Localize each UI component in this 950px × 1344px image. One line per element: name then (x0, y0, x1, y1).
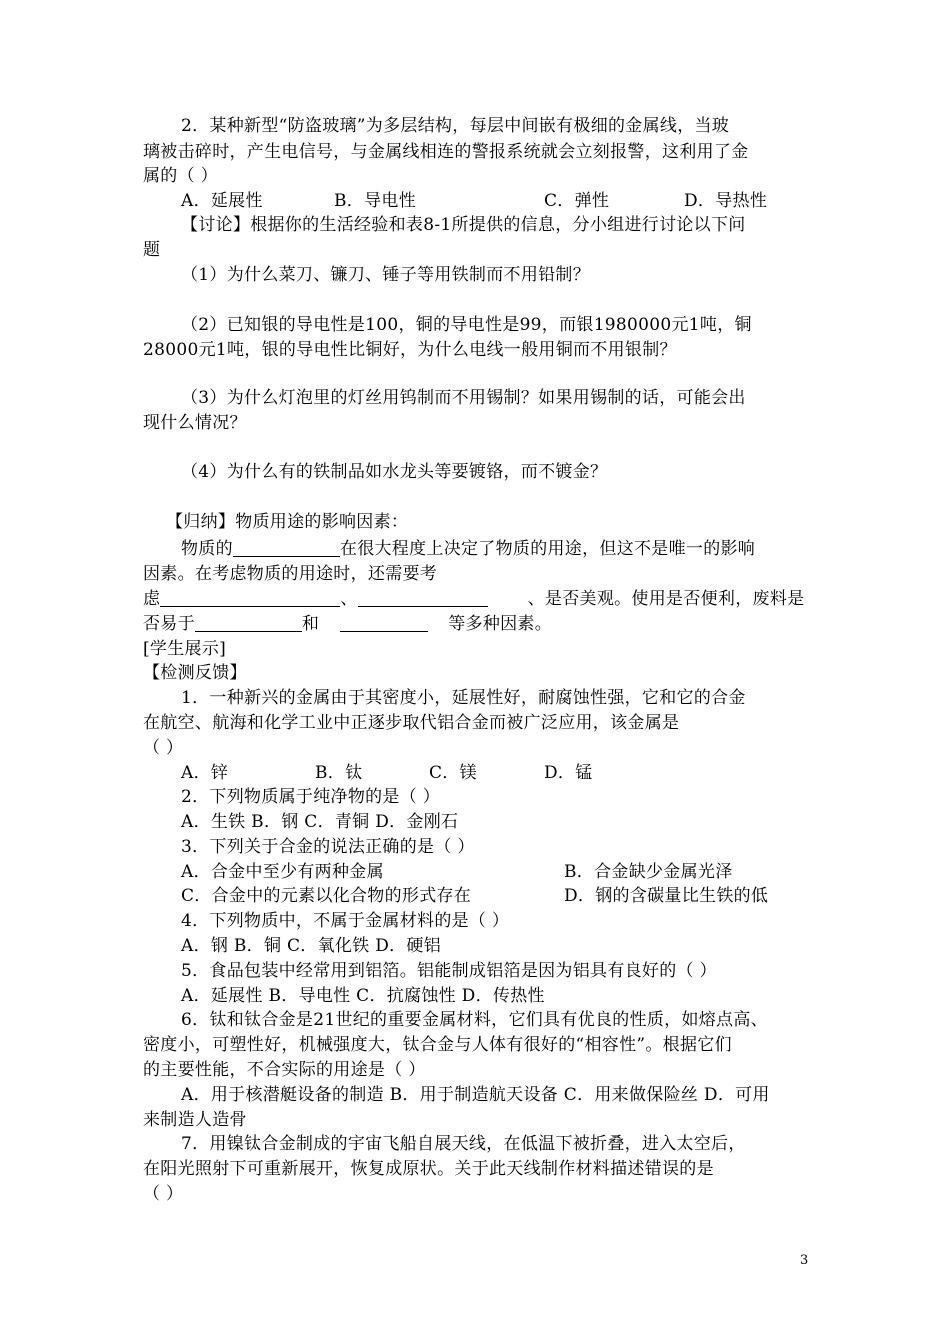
summary-line: 虑 、 、是否美观。使用是否便利，废料是 (143, 589, 805, 609)
option-row (181, 189, 767, 213)
summary-line: 否易于 和 等多种因素。 (143, 614, 553, 634)
question-text: 2．某种新型“防盗玻璃”为多层结构，每层中间嵌有极细的金属线，当玻 (181, 116, 730, 136)
option-row (181, 761, 593, 785)
discussion-text: 题 (143, 240, 161, 260)
option-a: A．延展性 (181, 191, 263, 211)
question-text: 的主要性能，不合实际的用途是（ ） (143, 1060, 426, 1080)
option-row: A．钢 B．铜 C．氧化铁 D．硬铝 (181, 936, 442, 956)
fill-blank[interactable] (233, 538, 340, 557)
option-a: A．合金中至少有两种金属 (181, 862, 384, 882)
student-show-heading: [学生展示] (143, 639, 227, 659)
option-c: C．弹性 (544, 191, 610, 211)
feedback-heading: 【检测反馈】 (143, 663, 247, 683)
question-text: （ ） (143, 738, 184, 758)
question-text: 2．下列物质属于纯净物的是（ ） (181, 787, 441, 807)
fill-blank[interactable] (358, 588, 488, 607)
option-d: D．钢的含碳量比生铁的低 (564, 886, 769, 906)
option-row: 来制造人造骨 (143, 1110, 247, 1130)
option-a: A．锌 (181, 763, 229, 783)
option-row (181, 884, 768, 908)
option-row (181, 860, 733, 884)
option-d: D．导热性 (684, 191, 768, 211)
summary-line: 物质的 在很大程度上决定了物质的用途，但这不是唯一的影响 (181, 539, 756, 559)
question-text: 4．下列物质中，不属于金属材料的是（ ） (181, 911, 510, 931)
question-text: 5．食品包装中经常用到铝箔。铝能制成铝箔是因为铝具有良好的（ ） (181, 961, 717, 981)
question-text: 在航空、航海和化学工业中正逐步取代铝合金而被广泛应用，该金属是 (143, 713, 680, 733)
discussion-question: 28000元1吨，银的导电性比铜好，为什么电线一般用铜而不用银制？ (143, 340, 677, 360)
fill-blank[interactable] (340, 613, 428, 632)
fill-blank[interactable] (195, 613, 302, 632)
question-text: 6．钛和钛合金是21世纪的重要金属材料，它们具有优良的性质，如熔点高、 (181, 1010, 768, 1030)
question-text: 密度小，可塑性好，机械强度大，钛合金与人体有很好的“相容性”。根据它们 (143, 1035, 732, 1055)
option-b: B．合金缺少金属光泽 (564, 862, 733, 882)
question-text: 1．一种新兴的金属由于其密度小，延展性好，耐腐蚀性强，它和它的合金 (181, 688, 746, 708)
option-row: A．生铁 B．钢 C．青铜 D．金刚石 (181, 812, 459, 832)
summary-line: 因素。在考虑物质的用途时，还需要考 (143, 564, 438, 584)
option-c: C．镁 (429, 763, 477, 783)
discussion-question: （4）为什么有的铁制品如水龙头等要镀铬，而不镀金？ (181, 462, 608, 482)
question-text: 属的（ ） (143, 166, 218, 186)
question-text: 在阳光照射下可重新展开，恢复成原状。关于此天线制作材料描述错误的是 (143, 1159, 714, 1179)
fill-blank[interactable] (160, 588, 340, 607)
option-row: A．用于核潜艇设备的制造 B．用于制造航天设备 C．用来做保险丝 D．可用 (181, 1085, 770, 1105)
discussion-question: （3）为什么灯泡里的灯丝用钨制而不用锡制？如果用锡制的话，可能会出 (181, 388, 746, 408)
page-number: 3 (800, 1253, 809, 1268)
discussion-question: （2）已知银的导电性是100，铜的导电性是99，而银1980000元1吨，铜 (181, 315, 752, 335)
discussion-heading: 【讨论】根据你的生活经验和表8-1所提供的信息，分小组进行讨论以下问 (181, 215, 746, 235)
question-text: 3．下列关于合金的说法正确的是（ ） (181, 837, 475, 857)
question-text: 璃被击碎时，产生电信号，与金属线相连的警报系统就会立刻报警，这利用了金 (143, 142, 749, 162)
question-text: 7．用镍钛合金制成的宇宙飞船自展天线，在低温下被折叠，进入太空后， (181, 1134, 746, 1154)
option-c: C．合金中的元素以化合物的形式存在 (181, 886, 472, 906)
discussion-question: （1）为什么菜刀、镰刀、锤子等用铁制而不用铅制？ (181, 265, 591, 285)
discussion-question: 现什么情况？ (143, 413, 247, 433)
option-row: A．延展性 B．导电性 C．抗腐蚀性 D．传热性 (181, 986, 545, 1006)
question-text: （ ） (143, 1184, 184, 1204)
option-d: D．锰 (544, 763, 593, 783)
option-b: B．导电性 (334, 191, 416, 211)
option-b: B．钛 (315, 763, 363, 783)
summary-heading: 【归纳】物质用途的影响因素： (166, 512, 409, 532)
